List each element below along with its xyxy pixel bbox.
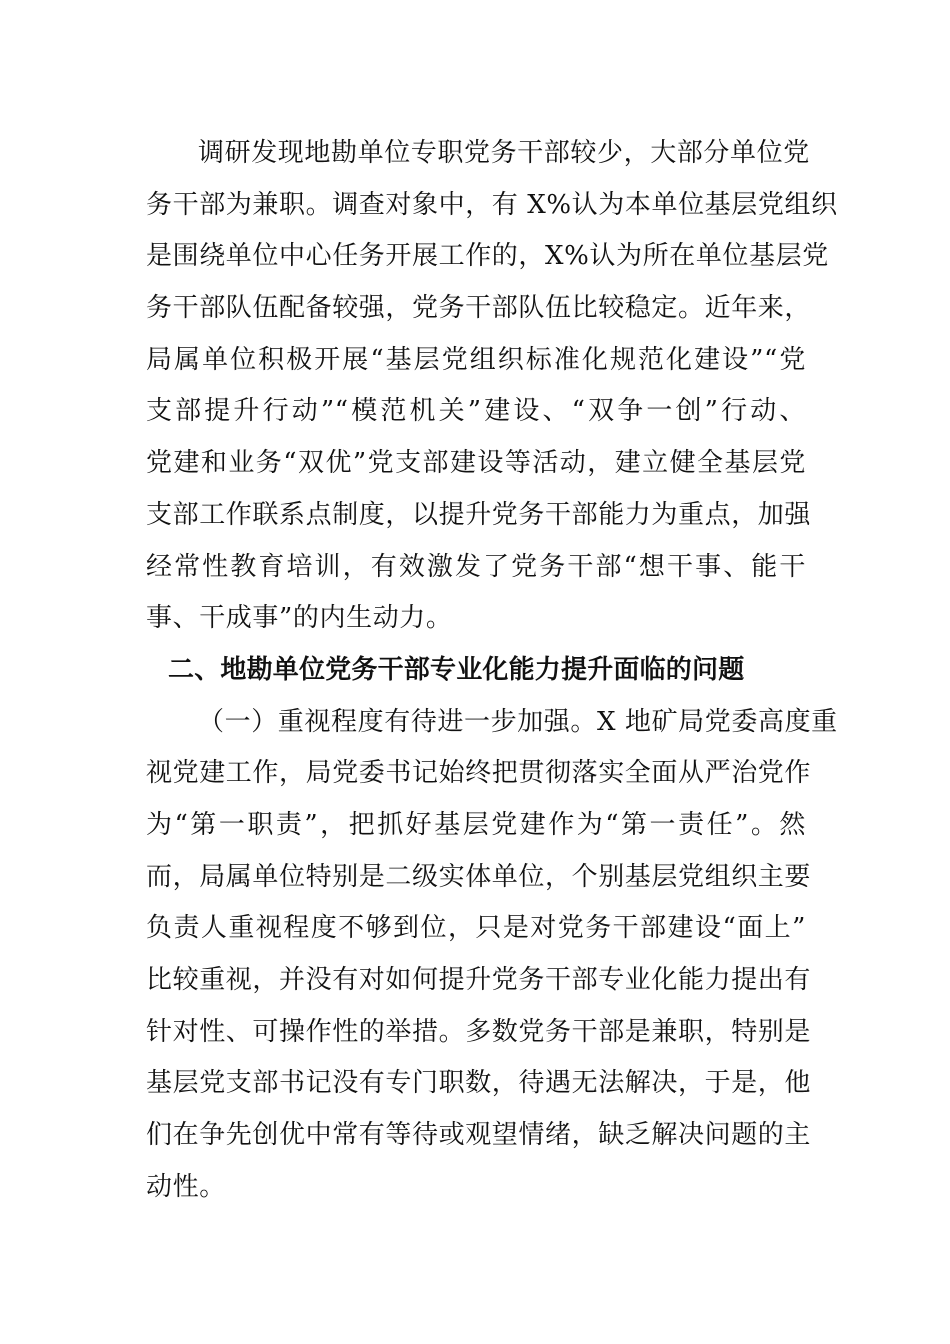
text-line: 局属单位积极开展“基层党组织标准化规范化建设”“党 (146, 344, 806, 375)
paragraph-survey-findings (146, 128, 838, 645)
text-line: 负责人重视程度不够到位，只是对党务干部建设“面上” (146, 913, 806, 944)
text-line: 调研发现地勘单位专职党务干部较少，大部分单位党 (198, 138, 810, 168)
text-line: 务干部为兼职。调查对象中，有 X%认为本单位基层党组织 (146, 189, 838, 220)
text-line: （一）重视程度有待进一步加强。X 地矿局党委高度重 (198, 706, 838, 737)
text-line: 党建和业务“双优”党支部建设等活动，建立健全基层党 (146, 448, 806, 479)
document-body (146, 128, 838, 1213)
text-line: 经常性教育培训，有效激发了党务干部“想干事、能干 (146, 551, 806, 582)
text-line: 是围绕单位中心任务开展工作的，X%认为所在单位基层党 (146, 241, 829, 272)
text-line: 基层党支部书记没有专门职数，待遇无法解决，于是，他 (146, 1068, 812, 1099)
text-line: 务干部队伍配备较强，党务干部队伍比较稳定。近年来， (146, 293, 812, 324)
text-line: 支部工作联系点制度，以提升党务干部能力为重点，加强 (146, 499, 812, 530)
section-heading: 二、地勘单位党务干部专业化能力提升面临的问题 (168, 654, 745, 685)
text-line: 支部提升行动”“模范机关”建设、“双争一创”行动、 (146, 396, 806, 427)
paragraph-attention-level (146, 697, 838, 1214)
text-line: 事、干成事”的内生动力。 (146, 603, 453, 634)
text-line: 为“第一职责”，把抓好基层党建作为“第一责任”。然 (146, 809, 806, 840)
text-line: 动性。 (146, 1171, 226, 1202)
text-line: 视党建工作，局党委书记始终把贯彻落实全面从严治党作 (146, 758, 812, 789)
text-line: 们在争先创优中常有等待或观望情绪，缺乏解决问题的主 (146, 1120, 812, 1151)
text-line: 针对性、可操作性的举措。多数党务干部是兼职，特别是 (146, 1016, 812, 1047)
text-line: 而，局属单位特别是二级实体单位，个别基层党组织主要 (146, 861, 812, 892)
text-line: 比较重视，并没有对如何提升党务干部专业化能力提出有 (146, 965, 812, 995)
